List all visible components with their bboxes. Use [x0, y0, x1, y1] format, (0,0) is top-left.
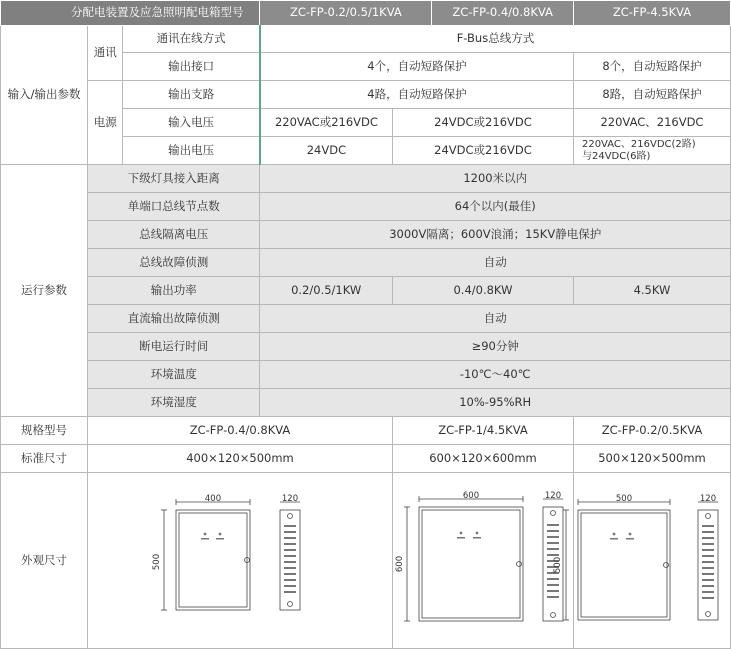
cell-value: 自动: [260, 249, 731, 277]
drawing-depth-label: 120: [281, 493, 299, 504]
table-row: [1, 417, 731, 445]
cell-value: ZC-FP-0.2/0.5KVA: [573, 417, 730, 445]
header-row: [1, 1, 731, 26]
row-label: 标准尺寸: [1, 445, 88, 473]
drawing-width-label: 500: [615, 493, 633, 504]
row-label: 单端口总线节点数: [88, 193, 260, 221]
row-label: 总线故障侦测: [88, 249, 260, 277]
run-group-label: 运行参数: [1, 165, 88, 417]
power-label: 电源: [88, 81, 123, 165]
cell-value: ZC-FP-1/4.5KVA: [392, 417, 573, 445]
table-row: [1, 361, 731, 389]
cell-value: [573, 137, 730, 165]
cabinet-drawing-1: [88, 473, 393, 649]
row-label: 输出功率: [88, 277, 260, 305]
cell-value: 500×120×500mm: [573, 445, 730, 473]
cell-value: F-Bus总线方式: [260, 26, 731, 53]
row-label: 外观尺寸: [1, 473, 88, 649]
row-label: 规格型号: [1, 417, 88, 445]
model-header-2: ZC-FP-0.4/0.8KVA: [432, 1, 574, 26]
cell-value: 600×120×600mm: [392, 445, 573, 473]
cell-value: ZC-FP-0.4/0.8KVA: [88, 417, 393, 445]
cabinet-drawing-3-svg: [552, 494, 728, 628]
drawing-depth-label: 120: [699, 493, 717, 504]
row-label: 断电运行时间: [88, 333, 260, 361]
row-label: 总线隔离电压: [88, 221, 260, 249]
cell-value: ≥90分钟: [260, 333, 731, 361]
row-label: 环境温度: [88, 361, 260, 389]
cabinet-drawing-2-svg: [395, 491, 571, 631]
table-row: [1, 81, 731, 109]
cell-value: 自动: [260, 305, 731, 333]
row-label: 输入电压: [123, 109, 260, 137]
table-row: [1, 389, 731, 417]
table-row: [1, 333, 731, 361]
cell-value: 24VDC: [260, 137, 393, 165]
cell-value: -10℃～40℃: [260, 361, 731, 389]
cell-value: 4路，自动短路保护: [260, 81, 574, 109]
cell-value: 8个，自动短路保护: [573, 53, 730, 81]
table-row: [1, 277, 731, 305]
cell-value: 24VDC或216VDC: [392, 137, 573, 165]
io-group-label: 输入/输出参数: [1, 26, 88, 165]
table-row: [1, 165, 731, 193]
cell-value: 1200米以内: [260, 165, 731, 193]
table-row: [1, 305, 731, 333]
cell-value: 0.4/0.8KW: [392, 277, 573, 305]
cell-value: 8路，自动短路保护: [573, 81, 730, 109]
table-row: [1, 249, 731, 277]
cell-value: 220VAC、216VDC: [573, 109, 730, 137]
row-label: 直流输出故障侦测: [88, 305, 260, 333]
row-label: 输出电压: [123, 137, 260, 165]
row-label: 环境湿度: [88, 389, 260, 417]
cell-value: 64个以内(最佳): [260, 193, 731, 221]
table-row: [1, 193, 731, 221]
drawing-width-label: 400: [204, 493, 222, 504]
comm-label: 通讯: [88, 26, 123, 81]
model-header-1: ZC-FP-0.2/0.5/1KVA: [260, 1, 432, 26]
row-label: 通讯在线方式: [123, 26, 260, 53]
table-row: [1, 445, 731, 473]
row-label: 输出支路: [123, 81, 260, 109]
row-label: 下级灯具接入距离: [88, 165, 260, 193]
cabinet-drawing-3: [552, 473, 730, 649]
model-header-3: ZC-FP-4.5KVA: [573, 1, 730, 26]
cell-value: 220VAC或216VDC: [260, 109, 393, 137]
table-row: [1, 26, 731, 53]
cell-value: 4个，自动短路保护: [260, 53, 574, 81]
cell-value: 0.2/0.5/1KW: [260, 277, 393, 305]
table-title: 分配电装置及应急照明配电箱型号: [1, 1, 260, 26]
cabinet-drawing-2: [392, 473, 573, 649]
cell-value: 4.5KW: [573, 277, 730, 305]
drawing-width-label: 600: [462, 490, 480, 501]
cell-value: 24VDC或216VDC: [392, 109, 573, 137]
cell-value: 3000V隔离；600V浪涌；15KV静电保护: [260, 221, 731, 249]
drawing-depth-label: 120: [544, 490, 562, 501]
cell-value: 10%-95%RH: [260, 389, 731, 417]
row-label: 输出接口: [123, 53, 260, 81]
drawing-height-label: 500: [552, 556, 563, 573]
table-row: [1, 221, 731, 249]
cell-line: 220VAC、216VDC(2路): [581, 138, 696, 150]
drawing-height-label: 500: [152, 553, 162, 570]
cabinet-drawing-1-svg: [150, 493, 330, 626]
table-row: [1, 473, 731, 649]
cell-line: 与24VDC(6路): [581, 150, 651, 162]
drawing-height-label: 600: [394, 555, 405, 572]
cell-value: 400×120×500mm: [88, 445, 393, 473]
